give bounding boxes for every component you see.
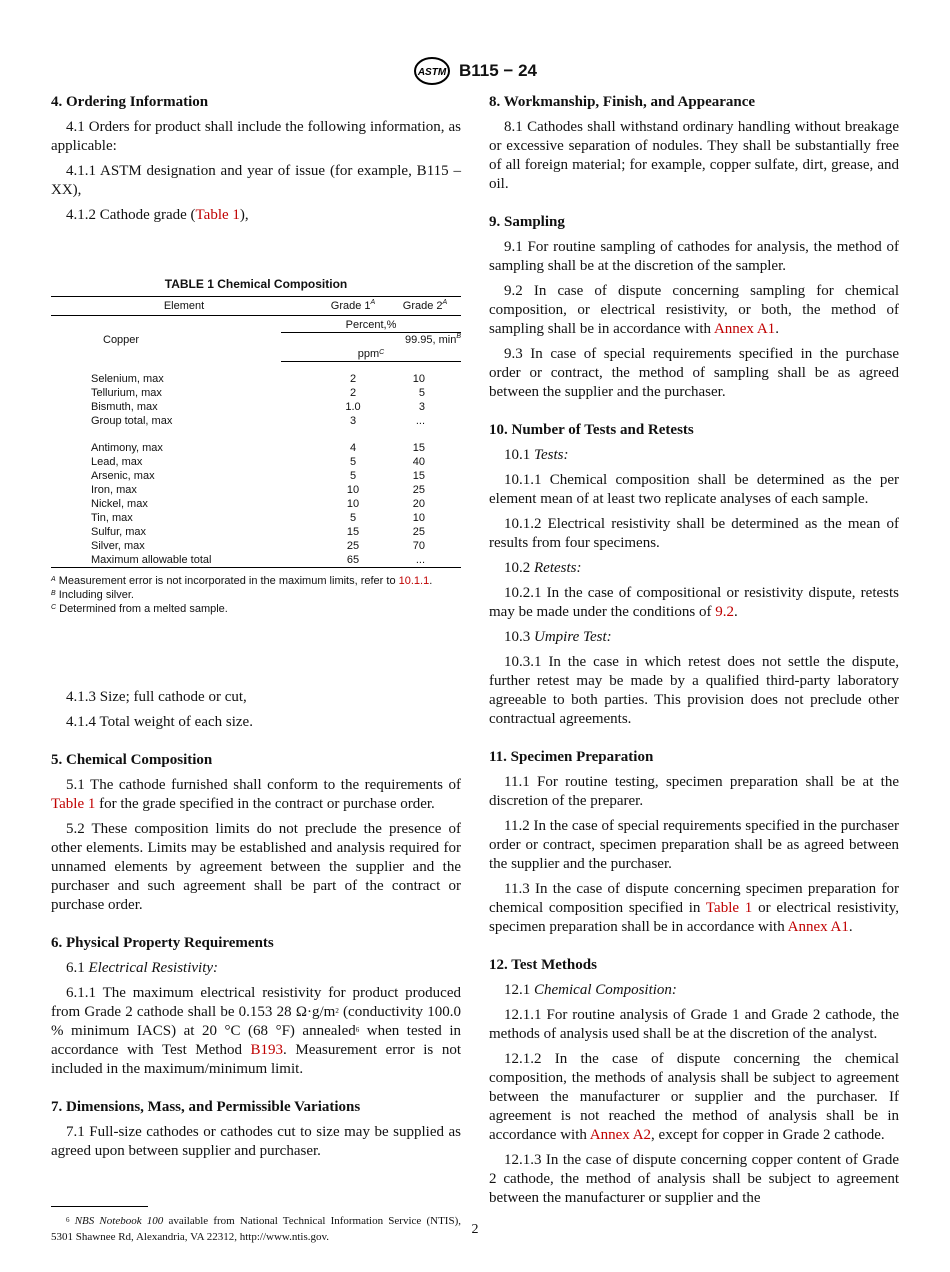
section-5-heading: 5. Chemical Composition (51, 752, 213, 768)
table-cell-g2: 15 (412, 470, 425, 482)
table-row (51, 414, 461, 428)
table-footnote-c: $^C$ Determined from a melted sample. (51, 603, 228, 615)
col-grade1: Grade $1^A$ (330, 299, 376, 312)
table-row (51, 497, 461, 511)
para-5-2: 5.2 These composition limits do not preclude the presence of other elements. Limits may be established and analysis required for unnamed elements by agreement between the supplier and the purchaser and such agreement shall be part of the contract or purchase order. (51, 821, 461, 913)
table-cell-g2: ... (415, 415, 425, 427)
table-cell-g1: 10 (346, 484, 360, 496)
section-6-heading: 6. Physical Property Requirements (51, 935, 274, 951)
table-cell-el: Sulfur, max (91, 526, 147, 538)
ref-9-2-link[interactable]: 9.2 (715, 604, 734, 620)
para-10-3-1: 10.3.1 In the case in which retest does not settle the dispute, further retest may be made by a qualified third-party laboratory agreeable to both parties. This provision does not preclude other contractual agreements. (489, 654, 899, 727)
section-11-heading: 11. Specimen Preparation (489, 749, 654, 765)
table-cell-el: Lead, max (91, 456, 143, 468)
table-cell-g2: 15 (412, 442, 425, 454)
table-cell-el: Antimony, max (91, 442, 163, 454)
para-9-1: 9.1 For routine sampling of cathodes for analysis, the method of sampling shall be at the discretion of the sampler. (489, 239, 899, 274)
section-9-heading: 9. Sampling (489, 214, 565, 230)
para-6-1: 6.1 Electrical Resistivity: (66, 960, 219, 976)
left-column (51, 92, 461, 1251)
section-4-heading: 4. Ordering Information (51, 94, 209, 110)
table-cell-el: Group total, max (91, 415, 173, 427)
table-1-link[interactable]: Table 1 (51, 796, 96, 812)
table-footnote-a: $^A$ Measurement error is not incorporated in the maximum limits, refer to 10.1.1. (51, 575, 433, 587)
table-cell-g2: 10 (412, 373, 425, 385)
para-10-1-1: 10.1.1 Chemical composition shall be determined as the per element mean of at least two replicate analyses of each sample. (489, 472, 899, 507)
table-row (51, 483, 461, 497)
para-5-1: 5.1 The cathode furnished shall conform to the requirements of Table 1 for the grade specified in the contract or purchase order. (51, 777, 461, 812)
right-column (489, 92, 899, 1214)
table-cell-el: Tellurium, max (91, 387, 162, 399)
table-cell-g2: 5 (418, 387, 425, 399)
section-10-heading: 10. Number of Tests and Retests (489, 422, 694, 438)
page-header (0, 56, 950, 86)
table-cell-el: Iron, max (91, 484, 137, 496)
table-cell-g1: 65 (346, 554, 360, 566)
section-8-heading: 8. Workmanship, Finish, and Appearance (489, 94, 756, 110)
table-header-row (51, 297, 461, 316)
para-10-2: 10.2 Retests: (504, 560, 582, 576)
footnote-6: $^6$ NBS Notebook 100 available from National Technical Information Service (NTIS), 5301 Shawnee Rd, Alexandria, VA 22312, http://www.ntis.gov. (51, 1215, 461, 1243)
annex-a2-link[interactable]: Annex A2 (589, 1127, 652, 1143)
table-footnote-b: $^B$ Including silver. (51, 589, 134, 601)
table-cell-el: Bismuth, max (91, 401, 158, 413)
table-caption: TABLE 1 Chemical Composition (164, 277, 348, 291)
para-11-3: 11.3 In the case of dispute concerning specimen preparation for chemical composition specified in Table 1 or electrical resistivity, specimen preparation shall be in accordance with Annex A1. (489, 881, 899, 935)
para-12-1-1: 12.1.1 For routine analysis of Grade 1 and Grade 2 cathode, the methods of analysis used shall be at the discretion of the analyst. (489, 1007, 899, 1042)
table-cell-el: Tin, max (91, 512, 133, 524)
table-cell-el: Silver, max (91, 540, 145, 552)
footnote-rule (51, 1206, 148, 1207)
table-cell-el: Nickel, max (91, 498, 148, 510)
col-grade2: Grade $2^A$ (402, 299, 448, 312)
unit-ppm: ppm$^C$ (281, 347, 461, 362)
table-1 (51, 277, 461, 616)
table-row (51, 441, 461, 455)
table-row (51, 511, 461, 525)
designation: B115 − 24 (459, 61, 537, 80)
table-cell-g1: 1.0 (345, 401, 361, 413)
para-10-1: 10.1 Tests: (504, 447, 569, 463)
table-cell-g1: 2 (349, 387, 357, 399)
table-cell-g2: 40 (412, 456, 425, 468)
table-cell-g1: 15 (346, 526, 360, 538)
table-cell-g2: 10 (412, 512, 425, 524)
table-cell-el: Selenium, max (91, 373, 164, 385)
copper-row: Copper 99.95, $\min^B$ (103, 333, 461, 346)
section-12-heading: 12. Test Methods (489, 957, 597, 973)
para-8-1: 8.1 Cathodes shall withstand ordinary handling without breakage or excessive separation of nodules. They shall be substantially free of all foreign material; for example, copper sulfate, dirt, grease, and oil. (489, 119, 899, 192)
section-7-heading: 7. Dimensions, Mass, and Permissible Variations (51, 1099, 361, 1115)
para-4-1: 4.1 Orders for product shall include the following information, as applicable: (51, 119, 461, 154)
para-12-1-2: 12.1.2 In the case of dispute concerning the chemical composition, the methods of analysis shall be subject to agreement between the manufacturer or supplier and the purchaser. If agreement is not reached the method of analysis shall be in accordance with Annex A2, except for copper in Grade 2 cathode. (489, 1051, 899, 1143)
table-cell-g1: 5 (349, 512, 357, 524)
table-cell-el: Arsenic, max (91, 470, 155, 482)
para-9-2: 9.2 In case of dispute concerning sampling for chemical composition, or electrical resistivity, or both, the method of sampling shall be in accordance with Annex A1. (489, 283, 899, 337)
table-row (51, 455, 461, 469)
table-row (51, 400, 461, 414)
para-10-2-1: 10.2.1 In the case of compositional or resistivity dispute, retests may be made under the conditions of 9.2. (489, 585, 899, 620)
table-cell-g2: ... (415, 554, 425, 566)
table-cell-g2: 3 (418, 401, 425, 413)
table-row (51, 553, 461, 567)
page-number: 2 (471, 1222, 479, 1237)
table-row (51, 372, 461, 386)
table-cell-g2: 20 (412, 498, 425, 510)
para-4-1-3: 4.1.3 Size; full cathode or cut, (66, 689, 247, 705)
table-cell-g1: 5 (349, 456, 357, 468)
table-cell-g1: 10 (346, 498, 360, 510)
table-cell-el: Maximum allowable total (91, 554, 212, 566)
ref-10-1-1-link[interactable]: 10.1.1 (398, 575, 430, 587)
annex-a1-link[interactable]: Annex A1 (713, 321, 776, 337)
para-6-1-1: 6.1.1 The maximum electrical resistivity for product produced from Grade 2 cathode shall be 0.153 28 $\Omega\cdot g/m^2$ (conductivity 100.0 % minimum IACS) at 20 °C (68 °F) annealed$^6$ when tested in accordance with Test Method B193. Measurement error is not included in the maximum/minimum limit. (51, 985, 461, 1077)
table-cell-g2: 25 (412, 484, 425, 496)
unit-percent: Percent,% (281, 318, 461, 333)
para-10-3: 10.3 Umpire Test: (504, 629, 612, 645)
para-12-1-3: 12.1.3 In the case of dispute concerning copper content of Grade 2 cathode, the method of analysis shall be subject to agreement between the manufacturer or supplier and the (489, 1152, 899, 1206)
table-cell-g2: 70 (412, 540, 425, 552)
table-row (51, 386, 461, 400)
para-9-3: 9.3 In case of special requirements specified in the purchase order or contract, the method of sampling shall be as agreed between the supplier and the purchaser. (489, 346, 899, 400)
table-cell-g1: 4 (349, 442, 357, 454)
table-cell-g1: 5 (349, 470, 357, 482)
para-11-1: 11.1 For routine testing, specimen preparation shall be at the discretion of the preparer. (489, 774, 899, 809)
para-4-1-2: 4.1.2 Cathode grade (Table 1), (66, 207, 249, 223)
table-cell-g2: 25 (412, 526, 425, 538)
table-1-link[interactable]: Table 1 (705, 900, 753, 916)
table-row (51, 469, 461, 483)
para-4-1-4: 4.1.4 Total weight of each size. (66, 714, 253, 730)
para-7-1: 7.1 Full-size cathodes or cathodes cut to size may be supplied as agreed upon between supplier and purchaser. (51, 1124, 461, 1159)
table-cell-g1: 3 (349, 415, 357, 427)
astm-logo-icon (413, 56, 451, 86)
table-1-link[interactable]: Table 1 (195, 207, 240, 223)
b193-link[interactable]: B193 (250, 1042, 284, 1058)
table-row (51, 525, 461, 539)
table-row (51, 539, 461, 553)
col-element: Element (163, 300, 205, 312)
logo-text: ASTM (417, 67, 447, 78)
para-12-1: 12.1 Chemical Composition: (504, 982, 677, 998)
annex-a1-link[interactable]: Annex A1 (787, 919, 849, 935)
para-10-1-2: 10.1.2 Electrical resistivity shall be determined as the mean of results from four specimens. (489, 516, 899, 551)
para-11-2: 11.2 In the case of special requirements specified in the purchaser order or contract, specimen preparation shall be as agreed between the supplier and the purchaser. (489, 818, 899, 872)
table-cell-g1: 2 (349, 373, 357, 385)
para-4-1-1: 4.1.1 ASTM designation and year of issue (for example, B115 – XX), (51, 163, 461, 198)
table-cell-g1: 25 (346, 540, 360, 552)
